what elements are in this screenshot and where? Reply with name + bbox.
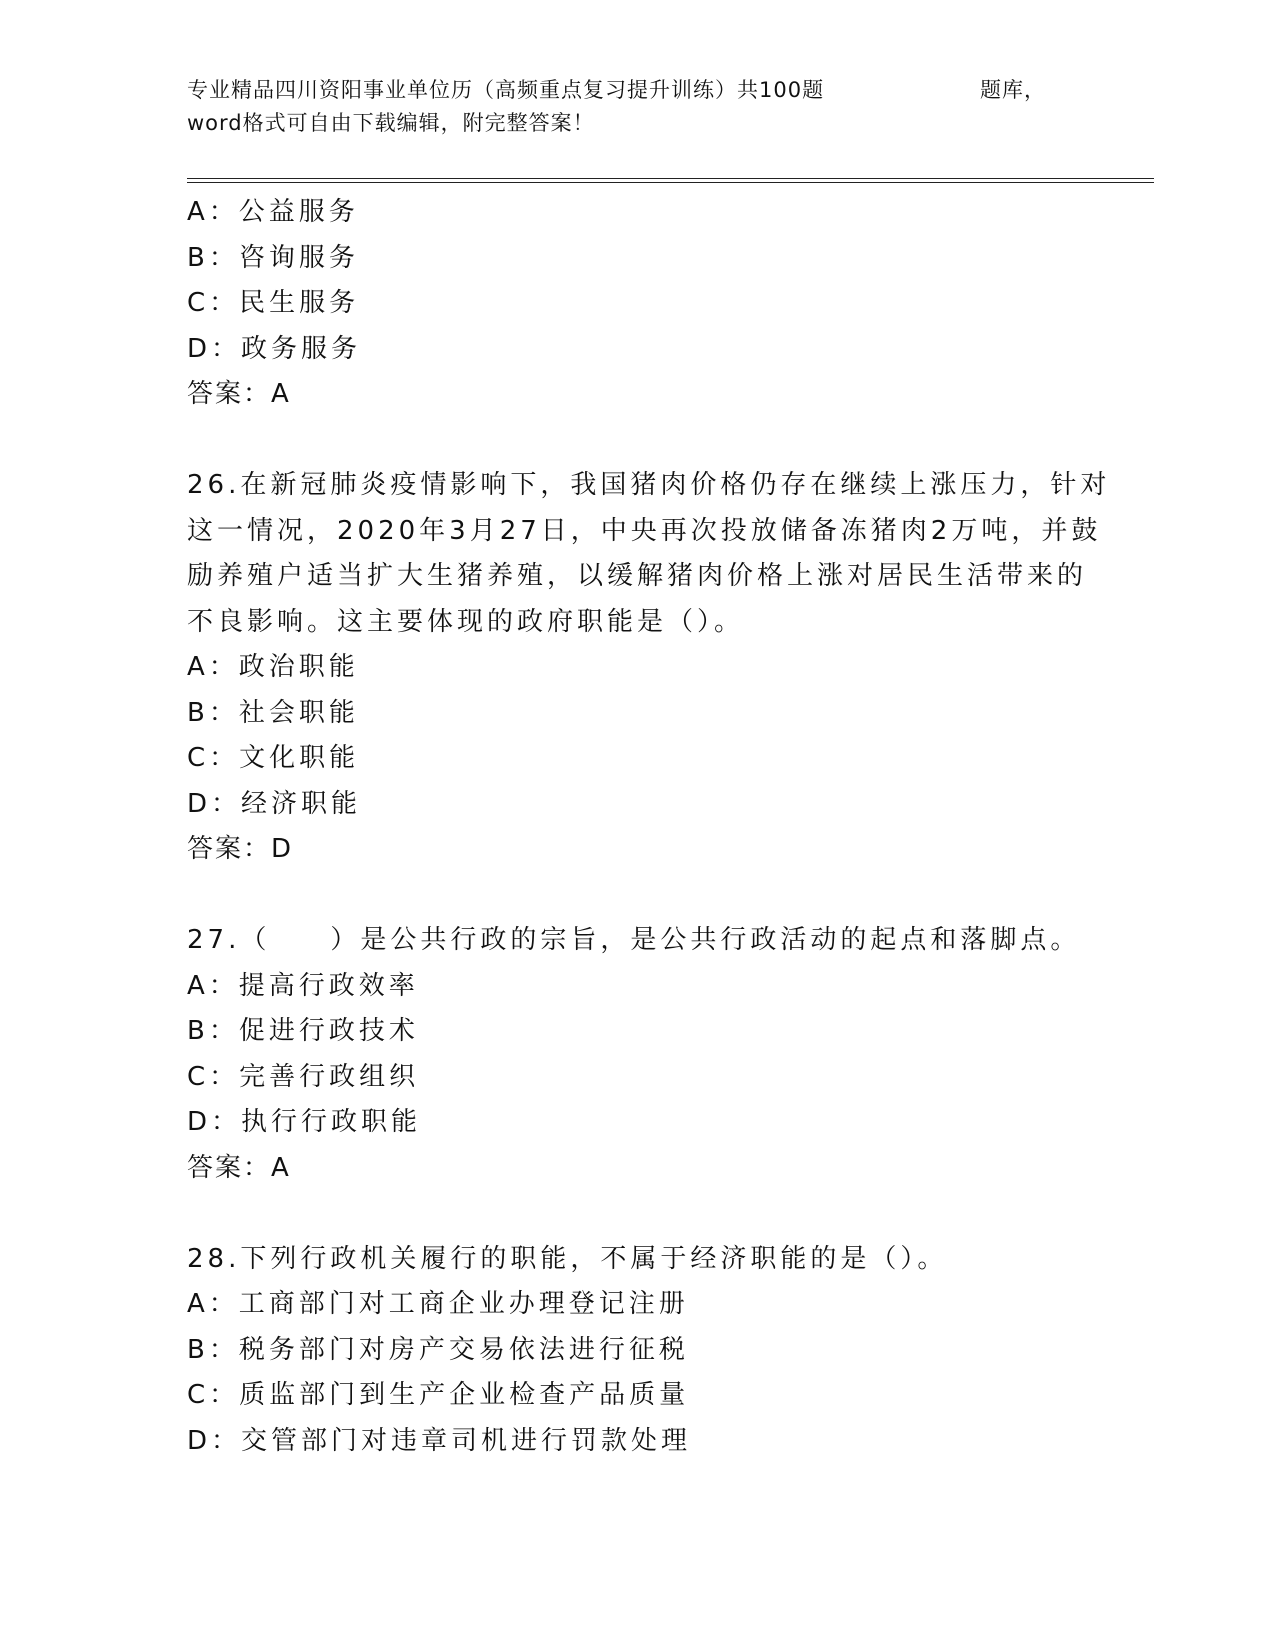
question-line: 27.（ ）是公共行政的宗旨，是公共行政活动的起点和落脚点。 [187, 925, 1081, 955]
option-d: D：政务服务 [187, 333, 362, 364]
option-b: B：社会职能 [187, 697, 359, 728]
header-title-tail: 题库， [980, 78, 1046, 102]
option-d: D：经济职能 [187, 788, 362, 819]
option-c: C：质监部门到生产企业检查产品质量 [187, 1380, 690, 1410]
option-d: D：交管部门对违章司机进行罚款处理 [187, 1425, 692, 1456]
answer: 答案：D [187, 834, 294, 864]
option-d: D：执行行政职能 [187, 1107, 422, 1137]
option-b: B：税务部门对房产交易依法进行征税 [187, 1334, 689, 1365]
question-stem [187, 918, 1087, 964]
question-line: 不良影响。这主要体现的政府职能是（）。 [187, 606, 745, 637]
question-block-27 [187, 918, 1087, 1191]
option-c: C：文化职能 [187, 743, 360, 773]
option-c: C：完善行政组织 [187, 1061, 420, 1092]
option-a: A：公益服务 [187, 197, 359, 227]
option-b: B：促进行政技术 [187, 1016, 419, 1046]
question-line: 励养殖户适当扩大生猪养殖，以缓解猪肉价格上涨对居民生活带来的 [187, 561, 1088, 591]
header-title-text: 专业精品四川资阳事业单位历（高频重点复习提升训练）共100题 [187, 78, 825, 102]
question-line: 26.在新冠肺炎疫情影响下，我国猪肉价格仍存在继续上涨压力，针对 [187, 470, 1111, 500]
option-a: A：工商部门对工商企业办理登记注册 [187, 1289, 689, 1319]
option-a: A：提高行政效率 [187, 970, 419, 1001]
answer: 答案：A [187, 1152, 291, 1183]
question-line: 28.下列行政机关履行的职能，不属于经济职能的是（）。 [187, 1243, 948, 1274]
spacer [187, 873, 1087, 919]
spacer [187, 1191, 1087, 1237]
option-b: B：咨询服务 [187, 242, 359, 273]
spacer [187, 418, 1087, 464]
header-line-2: word格式可自由下载编辑，附完整答案！ [187, 111, 595, 135]
header-rule-top [187, 178, 1154, 179]
document-body [187, 190, 1111, 1464]
question-block-26 [187, 463, 1111, 873]
document-header [187, 74, 1087, 140]
option-a: A：政治职能 [187, 652, 359, 682]
question-stem [187, 1237, 1087, 1283]
option-c: C：民生服务 [187, 288, 360, 318]
answer: 答案：A [187, 379, 291, 409]
question-block-28 [187, 1237, 1087, 1465]
question-line: 这一情况，2020年3月27日，中央再次投放储备冻猪肉2万吨，并鼓 [187, 515, 1102, 546]
question-block-25 [187, 190, 1087, 418]
header-line-1 [187, 74, 1087, 107]
question-stem [187, 463, 1111, 645]
header-rule-bottom [187, 182, 1154, 183]
